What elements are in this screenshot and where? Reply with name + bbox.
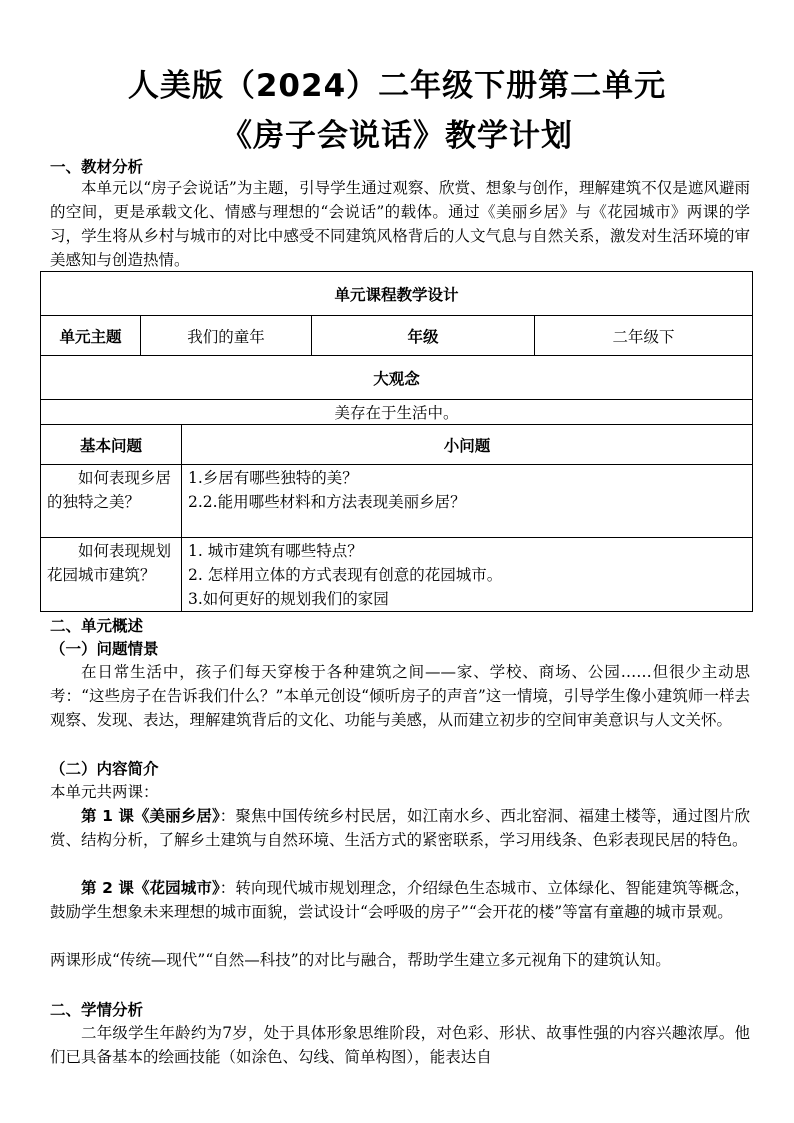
basic-question-1: 如何表现乡居的独特之美？ [41,465,182,538]
basic-question-2: 如何表现规划花园城市建筑？ [41,538,182,612]
section1-paragraph: 本单元以“房子会说话”为主题，引导学生通过观察、欣赏、想象与创作，理解建筑不仅是遮风避雨的空间，更是承载文化、情感与理想的“会说话”的载体。通过《美丽乡居》与《花园城市》两课的学习，学生将从乡村与城市的对比中感受不同建筑风格背后的人文气息与自然关系，激发对生活环境的审美感知与创造热情。 [50,179,750,269]
section1-heading: 一、教材分析 [50,158,144,176]
lesson2-label: 第 2 课《花园城市》 [81,879,220,897]
basic-question-header: 基本问题 [41,425,182,465]
small-questions-1 [182,465,753,538]
small-question-item: 1.乡居有哪些独特的美？ [188,469,358,487]
grade-value: 二年级下 [535,316,753,356]
lesson1-text: ：聚焦中国传统乡村民居，如江南水乡、西北窑洞、福建土楼等，通过图片欣赏、结构分析，了解乡土建筑与自然环境、生活方式的紧密联系，学习用线条、色彩表现民居的特色。 [50,807,750,849]
section2-sub1-heading: （一）问题情景 [50,640,159,658]
document-title-line1: 人美版（2024）二年级下册第二单元 [127,68,667,104]
section2-summary: 两课形成“传统—现代”“自然—科技”的对比与融合，帮助学生建立多元视角下的建筑认知。 [50,951,671,969]
small-question-item: 3.如何更好的规划我们的家园 [188,590,389,608]
lesson2-text: ：转向现代城市规划理念，介绍绿色生态城市、立体绿化、智能建筑等概念，鼓励学生想象未来理想的城市面貌，尝试设计“会呼吸的房子”“会开花的楼”等富有童趣的城市景观。 [50,879,750,921]
small-question-item: 1. 城市建筑有哪些特点？ [188,542,363,560]
small-question-item: 2. 怎样用立体的方式表现有创意的花园城市。 [188,566,503,584]
course-design-table [40,271,753,612]
section3-heading: 二、学情分析 [50,1001,144,1019]
theme-value: 我们的童年 [141,316,312,356]
lesson1-paragraph [50,804,750,852]
small-questions-2 [182,538,753,612]
lesson2-paragraph [50,876,750,924]
section2-heading: 二、单元概述 [50,617,144,635]
table-caption: 单元课程教学设计 [41,272,753,316]
document-title-line2: 《房子会说话》教学计划 [221,118,573,154]
big-idea-value: 美存在于生活中。 [41,400,753,425]
small-question-item: 2.2.能用哪些材料和方法表现美丽乡居？ [188,493,466,511]
section2-sub1-paragraph: 在日常生活中，孩子们每天穿梭于各种建筑之间——家、学校、商场、公园……但很少主动思考：“这些房子在告诉我们什么？”本单元创设“倾听房子的声音”这一情境，引导学生像小建筑师一样去观察、发现、表达，理解建筑背后的文化、功能与美感，从而建立初步的空间审美意识与人文关怀。 [50,663,750,729]
section2-sub2-heading: （二）内容简介 [50,760,159,778]
theme-label: 单元主题 [41,316,141,356]
big-idea-label: 大观念 [41,356,753,400]
section2-intro-line: 本单元共两课： [50,783,159,801]
small-question-header: 小问题 [182,425,753,465]
grade-label: 年级 [312,316,535,356]
lesson1-label: 第 1 课《美丽乡居》 [81,807,220,825]
section3-paragraph: 二年级学生年龄约为7岁，处于具体形象思维阶段，对色彩、形状、故事性强的内容兴趣浓厚。他们已具备基本的绘画技能（如涂色、勾线、简单构图），能表达自 [50,1024,750,1066]
